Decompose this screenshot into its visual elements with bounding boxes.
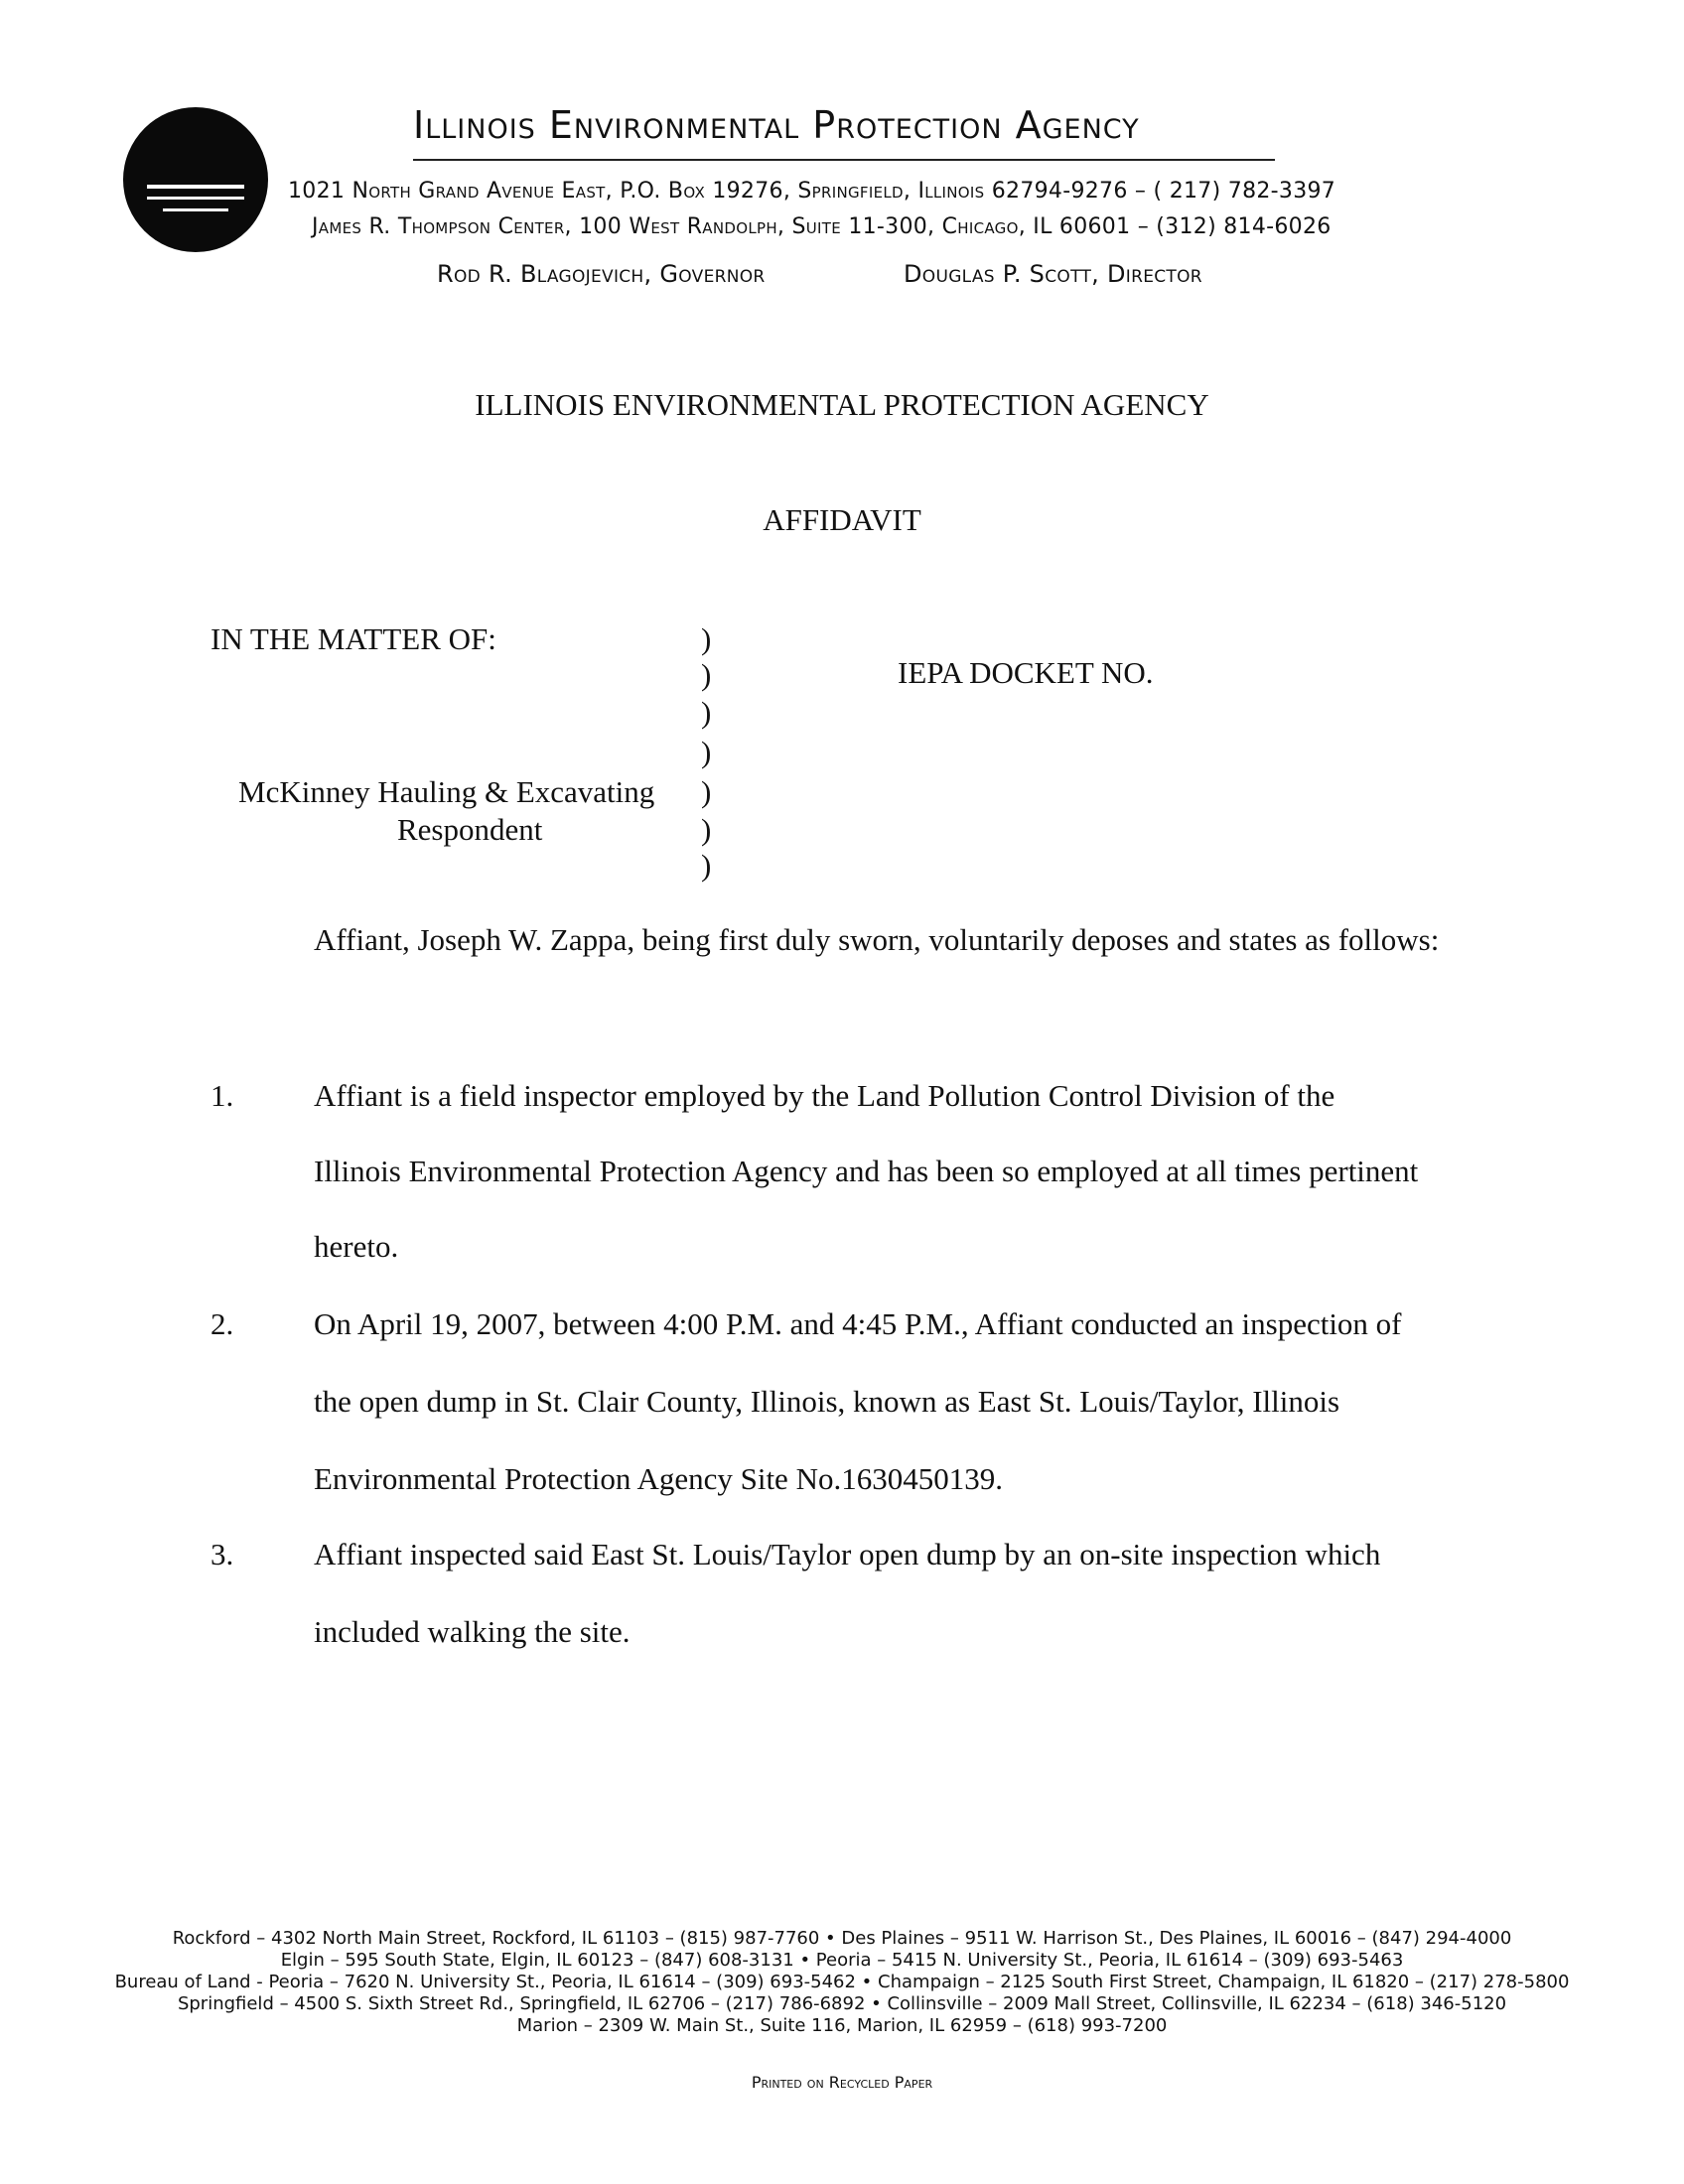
paragraph-line: Illinois Environmental Protection Agency and has been so employed at all times pertinent	[314, 1154, 1419, 1188]
paragraph-line: Affiant is a field inspector employed by the Land Pollution Control Division of the	[314, 1078, 1335, 1113]
paragraph-line: Affiant inspected said East St. Louis/Taylor open dump by an on-site inspection which	[314, 1537, 1381, 1571]
caption-paren: )	[701, 735, 712, 769]
footer-offices	[0, 1928, 1684, 2037]
paragraph-line: the open dump in St. Clair County, Illinois, known as East St. Louis/Taylor, Illinois	[314, 1384, 1340, 1419]
respondent-name: McKinney Hauling & Excavating	[238, 774, 655, 809]
footer-office-line: Bureau of Land - Peoria – 7620 N. University St., Peoria, IL 61614 – (309) 693-5462 • Champaign – 2125 South First Street, Champaign, IL 61820 – (217) 278-5800	[114, 1972, 1570, 1992]
caption-paren: )	[701, 812, 712, 847]
paragraph-line: On April 19, 2007, between 4:00 P.M. and 4:45 P.M., Affiant conducted an inspection of	[314, 1306, 1402, 1341]
affidavit-intro: Affiant, Joseph W. Zappa, being first duly sworn, voluntarily deposes and states as follows:	[314, 922, 1440, 957]
footer-office-line: Marion – 2309 W. Main St., Suite 116, Marion, IL 62959 – (618) 993-7200	[516, 2015, 1168, 2036]
paragraph-line: hereto.	[314, 1229, 399, 1264]
caption-paren: )	[701, 848, 712, 883]
caption-paren: )	[701, 657, 712, 692]
docket-label: IEPA DOCKET NO.	[898, 655, 1154, 690]
paragraph-number: 3.	[210, 1537, 234, 1571]
document-title: AFFIDAVIT	[763, 502, 921, 537]
footer-office-line: Springfield – 4500 S. Sixth Street Rd., Springfield, IL 62706 – (217) 786-6892 • Collinsville – 2009 Mall Street, Collinsville, IL 62234 – (618) 346-5120	[177, 1993, 1507, 2014]
caption-paren: )	[701, 695, 712, 730]
letterhead-rule	[413, 159, 1275, 161]
letterhead-address-chicago: James R. Thompson Center, 100 West Randolph, Suite 11-300, Chicago, IL 60601 – (312) 814-6026	[312, 214, 1332, 239]
paragraph-number: 1.	[210, 1078, 234, 1113]
footer-office-line: Elgin – 595 South State, Elgin, IL 60123 – (847) 608-3131 • Peoria – 5415 N. University St., Peoria, IL 61614 – (309) 693-5463	[280, 1950, 1404, 1971]
footer-office-line: Rockford – 4302 North Main Street, Rockford, IL 61103 – (815) 987-7760 • Des Plaines – 9511 W. Harrison St., Des Plaines, IL 60016 – (847) 294-4000	[172, 1928, 1512, 1949]
letterhead-address-springfield: 1021 North Grand Avenue East, P.O. Box 19276, Springfield, Illinois 62794-9276 – ( 217) 782-3397	[288, 179, 1336, 204]
letterhead-governor: Rod R. Blagojevich, Governor	[437, 260, 766, 288]
caption-paren: )	[701, 621, 712, 656]
letterhead-agency-name: Illinois Environmental Protection Agency	[413, 103, 1140, 147]
caption-paren: )	[701, 774, 712, 809]
recycled-paper-note: Printed on Recycled Paper	[751, 2073, 933, 2092]
letterhead-director: Douglas P. Scott, Director	[904, 260, 1202, 288]
respondent-role: Respondent	[397, 812, 543, 847]
paragraph-line: Environmental Protection Agency Site No.1630450139.	[314, 1461, 1003, 1496]
agency-logo	[123, 107, 268, 252]
paragraph-number: 2.	[210, 1306, 234, 1341]
document-agency-heading: ILLINOIS ENVIRONMENTAL PROTECTION AGENCY	[475, 387, 1209, 422]
paragraph-line: included walking the site.	[314, 1614, 631, 1649]
matter-label: IN THE MATTER OF:	[210, 621, 496, 656]
